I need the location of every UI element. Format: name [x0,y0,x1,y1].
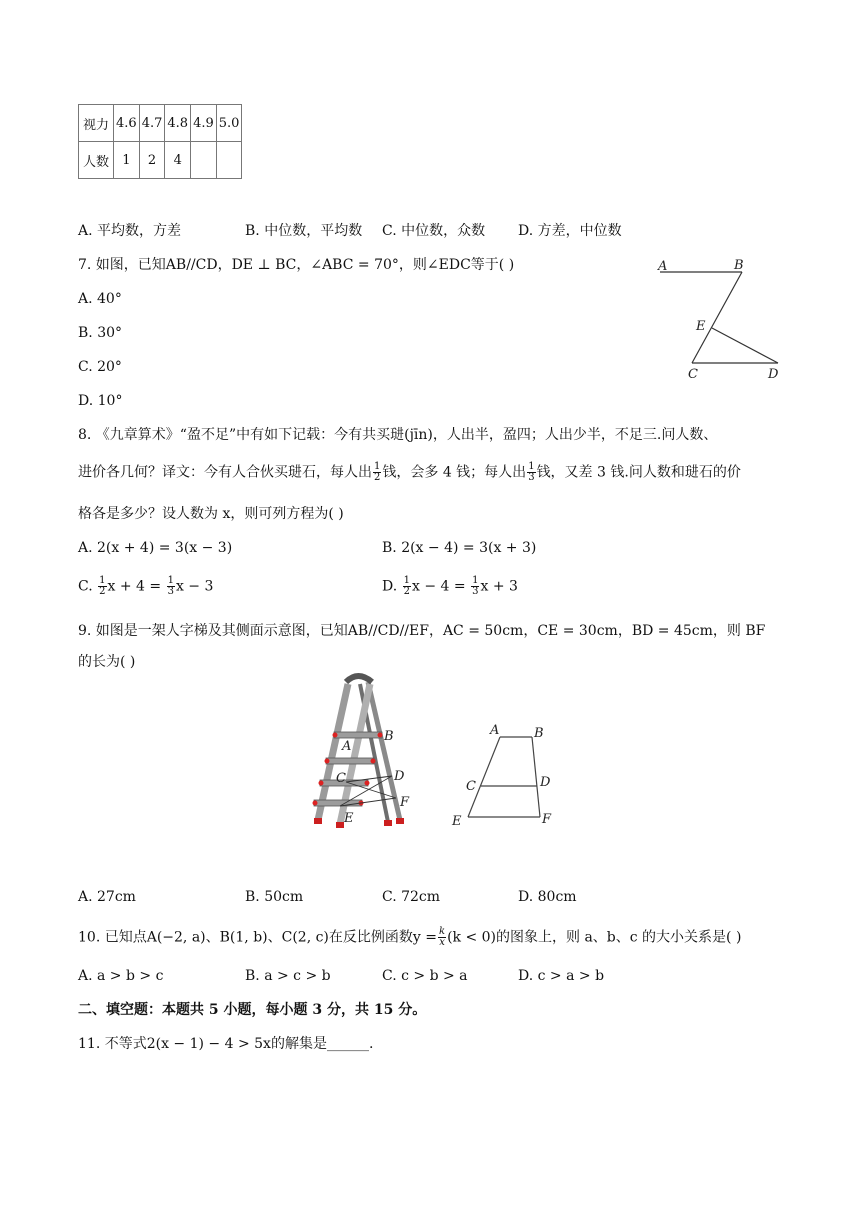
fraction-numerator: 1 [99,575,106,586]
fraction-half [373,462,381,483]
table-row-label: 人数 [79,142,114,179]
fraction-k-over-x [438,927,446,948]
fraction-half [403,576,411,597]
fraction-numerator: 1 [528,461,535,472]
fraction-denominator: 2 [374,472,381,483]
table-cell [191,142,217,179]
fraction-denominator: 3 [472,586,479,597]
option-expression: x − 4 = [412,578,466,595]
vision-table [78,104,242,179]
fraction-numerator: 1 [167,575,174,586]
option-expression: x − 3 [175,578,214,595]
q6-option-c[interactable]: C. 中位数，众数 [382,223,486,239]
table-cell: 1 [114,142,140,179]
ladder-label-d: D [394,769,405,784]
q7-option-c[interactable]: C. 20° [78,359,122,375]
q9-line1: 9. 如图是一架人字梯及其侧面示意图，已知AB//CD//EF，AC = 50cm，CE = 30cm，BD = 45cm，则 BF [78,623,766,639]
q10-option-b[interactable]: B. a > c > b [245,968,331,984]
q10-option-a[interactable]: A. a > b > c [78,968,164,984]
figure-label-e: E [696,319,706,334]
q11-stem: 11. 不等式2(x − 1) − 4 > 5x的解集是______. [78,1036,374,1052]
q9-line2: 的长为( ) [78,654,136,670]
q7-option-a[interactable]: A. 40° [78,291,122,307]
option-expression: x + 3 [480,578,518,595]
q8-option-a[interactable]: A. 2(x + 4) = 3(x − 3) [78,540,233,556]
fraction-numerator: 1 [374,461,381,472]
q10-text: (k < 0)的图象上，则 a、b、c 的大小关系是( ) [447,929,742,946]
diagram-label-a: A [490,723,500,738]
ladder-label-c: C [336,771,346,786]
table-header-cell: 5.0 [216,105,242,142]
q7-option-d[interactable]: D. 10° [78,393,123,409]
q6-option-d[interactable]: D. 方差，中位数 [518,223,622,239]
diagram-label-c: C [466,779,476,794]
figure-label-c: C [688,367,698,382]
table-header-cell: 4.6 [114,105,140,142]
option-expression: x + 4 = [107,578,162,595]
q8-line1: 8. 《九章算术》“盈不足”中有如下记载：今有共买琎(jīn)，人出半，盈四；人出少半，不足三.问人数、 [78,427,718,443]
q7-option-b[interactable]: B. 30° [78,325,123,341]
fraction-denominator: 2 [99,586,106,597]
table-row [79,105,242,142]
diagram-label-b: B [534,726,544,741]
trapezoid-diagram [448,720,568,832]
table-header-cell: 4.7 [139,105,165,142]
fraction-third [167,576,175,597]
table-cell: 4 [165,142,191,179]
table-row [79,142,242,179]
ladder-label-b: B [384,729,394,744]
diagram-label-e: E [452,814,462,829]
fraction-denominator: 2 [403,586,411,597]
q8-text: 钱，又差 3 钱.问人数和琎石的价 [536,464,741,481]
option-letter: C. [78,578,93,595]
diagram-label-d: D [540,775,551,790]
q8-text: 钱，会多 4 钱；每人出 [382,464,527,481]
fraction-third [527,462,535,483]
q8-option-d[interactable] [382,576,518,597]
q8-option-b[interactable]: B. 2(x − 4) = 3(x + 3) [382,540,537,556]
q10-option-d[interactable]: D. c > a > b [518,968,605,984]
q7-figure [650,255,790,385]
q9-option-b[interactable]: B. 50cm [245,889,304,905]
q10-text: 10. 已知点A(−2, a)、B(1, b)、C(2, c)在反比例函数y = [78,929,437,946]
fraction-numerator: 1 [472,575,479,586]
table-cell: 2 [139,142,165,179]
q9-option-c[interactable]: C. 72cm [382,889,441,905]
figure-label-d: D [768,367,779,382]
q6-option-a[interactable]: A. 平均数，方差 [78,223,182,239]
fraction-numerator: k [439,926,446,937]
diagram-label-f: F [542,812,552,827]
fraction-denominator: x [439,937,445,948]
fraction-denominator: 3 [528,472,535,483]
table-header-cell: 4.8 [165,105,191,142]
q8-line3: 格各是多少？设人数为 x，则可列方程为( ) [78,506,344,522]
q6-option-b[interactable]: B. 中位数，平均数 [245,223,363,239]
ladder-image [300,672,420,837]
fraction-third [471,576,479,597]
q9-option-d[interactable]: D. 80cm [518,889,577,905]
q9-option-a[interactable]: A. 27cm [78,889,136,905]
q8-option-c[interactable] [78,576,213,597]
q8-text: 进价各几何？译文：今有人合伙买琎石，每人出 [78,464,372,481]
ladder-label-e: E [344,811,354,826]
ladder-label-a: A [342,739,352,754]
figure-label-a: A [658,259,668,274]
fraction-denominator: 3 [167,586,174,597]
q10-stem [78,927,741,948]
section-heading: 二、填空题：本题共 5 小题，每小题 3 分，共 15 分。 [78,1002,427,1018]
ladder-label-f: F [400,795,410,810]
figure-label-b: B [734,258,744,273]
q8-line2 [78,462,741,483]
q10-option-c[interactable]: C. c > b > a [382,968,468,984]
table-header-cell: 4.9 [191,105,217,142]
option-letter: D. [382,578,398,595]
q7-stem: 7. 如图，已知AB//CD，DE ⊥ BC，∠ABC = 70°，则∠EDC等于( ) [78,257,515,273]
table-cell [216,142,242,179]
table-header-label: 视力 [79,105,114,142]
fraction-numerator: 1 [403,575,411,586]
fraction-half [98,576,106,597]
